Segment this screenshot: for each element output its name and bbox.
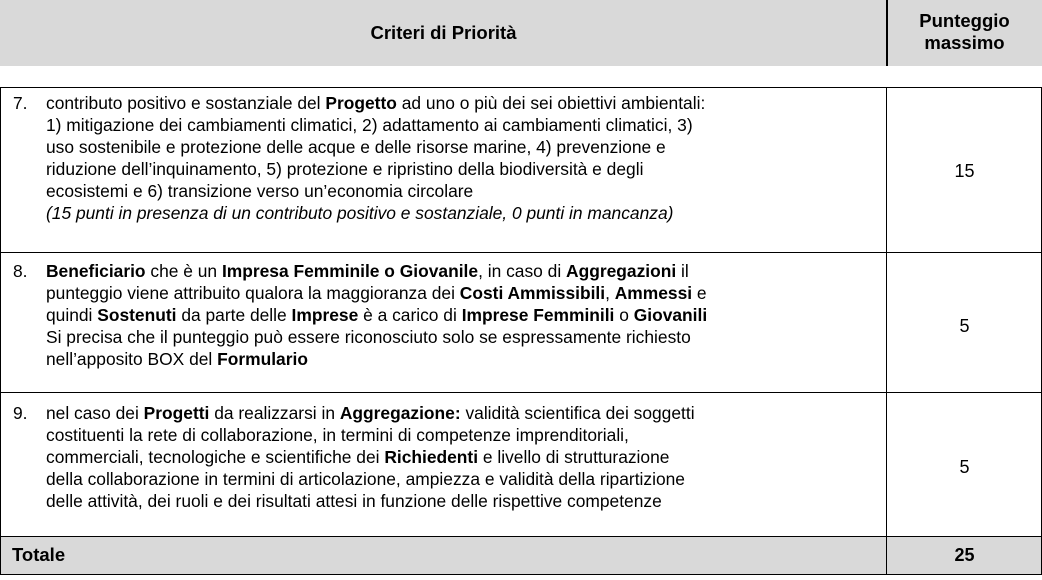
bold-term: Ammessi [614, 283, 693, 303]
text-segment: nell’apposito BOX del [46, 349, 218, 369]
criteria-column-title: Criteri di Priorità [370, 22, 517, 43]
text-segment: e [692, 283, 707, 303]
bold-term: Giovanili [633, 305, 708, 325]
text-segment: ecosistemi e 6) transizione verso un’economia circolare [46, 181, 474, 201]
text-segment: riduzione dell’inquinamento, 5) protezione e ripristino della biodiversità e degli [46, 159, 644, 179]
grid-line-left [0, 87, 1, 575]
criterion-line [46, 326, 889, 348]
criterion-line [46, 114, 889, 136]
criterion-line [46, 402, 889, 424]
text-segment: della collaborazione in termini di articolazione, ampiezza e validità della ripartizione [46, 469, 685, 489]
criterion-line [46, 446, 889, 468]
criterion-text [46, 92, 889, 202]
text-segment: e livello di strutturazione [478, 447, 670, 467]
bold-term: Progetti [143, 403, 210, 423]
criterion-note: (15 punti in presenza di un contributo positivo e sostanziale, 0 punti in mancanza) [46, 203, 674, 223]
criterion-line [46, 348, 889, 370]
text-segment: contributo positivo e sostanziale del [46, 93, 326, 113]
score-title-line2: massimo [924, 32, 1005, 53]
criterion-line [46, 424, 889, 446]
criterion-text [46, 402, 889, 512]
criterion-text [46, 260, 889, 370]
criterion-line [46, 304, 889, 326]
text-segment: da realizzarsi in [209, 403, 340, 423]
criterion-line [46, 158, 889, 180]
text-segment: , in caso di [478, 261, 567, 281]
text-segment: validità scientifica dei soggetti [460, 403, 695, 423]
text-segment: quindi [46, 305, 98, 325]
row-9-score: 5 [959, 457, 970, 477]
text-segment: che è un [145, 261, 222, 281]
criterion-row-8 [13, 260, 889, 370]
bold-term: Formulario [217, 349, 308, 369]
bold-term: Impresa Femminile o Giovanile [221, 261, 479, 281]
bold-term: Aggregazione: [339, 403, 461, 423]
criterion-line [46, 92, 889, 114]
bold-term: Beneficiario [46, 261, 146, 281]
bold-term: Richiedenti [384, 447, 479, 467]
bold-term: Progetto [325, 93, 397, 113]
total-score: 25 [954, 545, 975, 565]
score-title-line1: Punteggio [919, 10, 1010, 31]
text-segment: , [605, 283, 615, 303]
bold-term: Imprese [291, 305, 359, 325]
criterion-row-7 [13, 92, 889, 224]
total-label: Totale [12, 544, 66, 565]
bold-term: Imprese Femminili [461, 305, 615, 325]
row-number: 9. [13, 403, 28, 423]
bold-term: Sostenuti [97, 305, 177, 325]
criterion-line [46, 260, 889, 282]
criterion-line [46, 282, 889, 304]
header-divider [886, 0, 888, 66]
text-segment: punteggio viene attribuito qualora la maggioranza dei [46, 283, 460, 303]
text-segment: nel caso dei [46, 403, 144, 423]
criterion-line [46, 468, 889, 490]
text-segment: da parte delle [176, 305, 292, 325]
text-segment: ad uno o più dei sei obiettivi ambientali: [396, 93, 706, 113]
criterion-line [46, 136, 889, 158]
criterion-line [46, 180, 889, 202]
text-segment: commerciali, tecnologiche e scientifiche dei [46, 447, 385, 467]
text-segment: o [614, 305, 634, 325]
text-segment: 1) mitigazione dei cambiamenti climatici, 2) adattamento ai cambiamenti climatici, 3) [46, 115, 693, 135]
bold-term: Costi Ammissibili [459, 283, 606, 303]
text-segment: il [676, 261, 689, 281]
text-segment: Si precisa che il punteggio può essere riconosciuto solo se espressamente richiesto [46, 327, 691, 347]
text-segment: è a carico di [358, 305, 462, 325]
row-number: 8. [13, 261, 28, 281]
criterion-row-9 [13, 402, 889, 512]
row-7-score: 15 [954, 161, 975, 181]
bold-term: Aggregazioni [566, 261, 677, 281]
text-segment: delle attività, dei ruoli e dei risultati attesi in funzione delle rispettive competenze [46, 491, 662, 511]
criterion-line [46, 490, 889, 512]
criteria-column-header [0, 22, 887, 44]
text-segment: uso sostenibile e protezione delle acque e delle risorse marine, 4) prevenzione e [46, 137, 666, 157]
text-segment: costituenti la rete di collaborazione, in termini di competenze imprenditoriali, [46, 425, 629, 445]
score-column-header [887, 10, 1042, 54]
row-8-score: 5 [959, 316, 970, 336]
row-number: 7. [13, 93, 28, 113]
